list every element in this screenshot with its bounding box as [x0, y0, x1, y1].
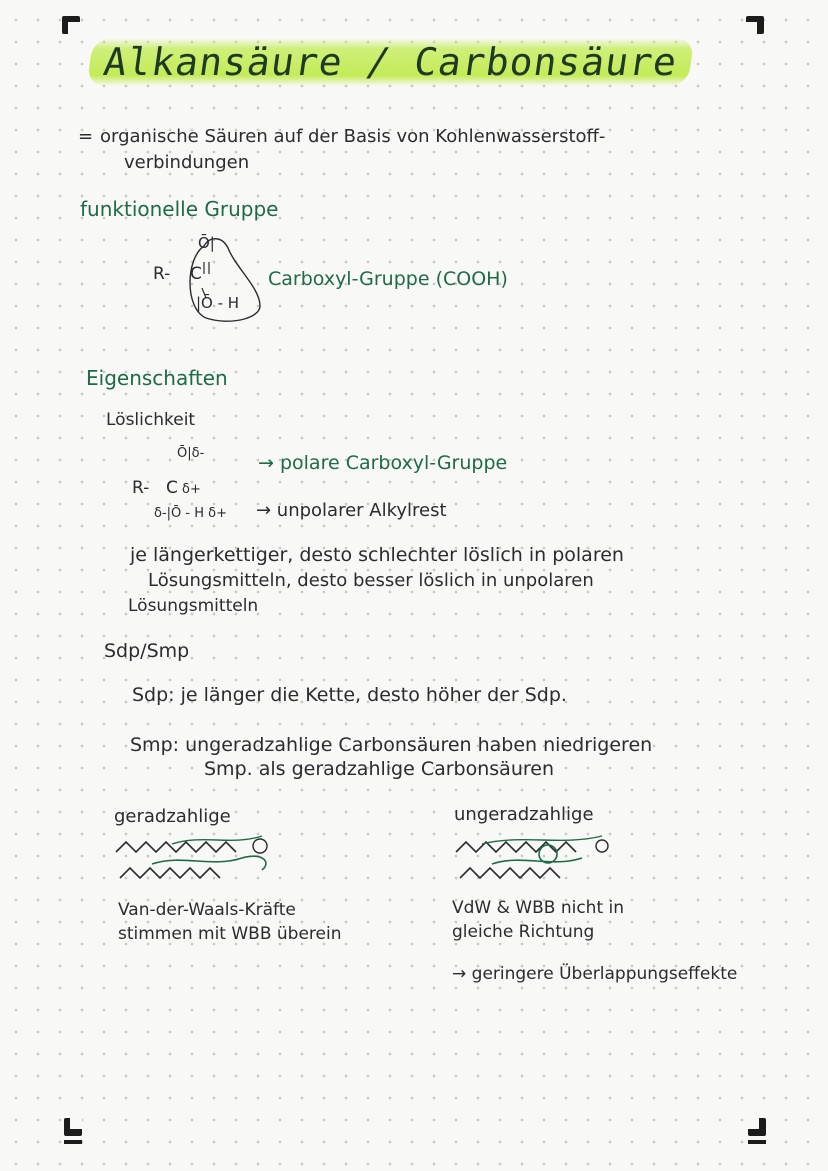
- formula-oxygen-top: Ō|: [198, 234, 215, 252]
- melting-boiling-heading: Sdp/Smp: [104, 640, 190, 662]
- definition-prefix: =: [78, 126, 94, 147]
- solubility-oxygen-top: Ō|δ-: [177, 446, 205, 461]
- odd-chain-sketch-icon: [452, 824, 622, 890]
- solubility-text-line-1: je längerkettiger, desto schlechter löslich in polaren: [130, 544, 624, 566]
- polar-group-note: → polare Carboxyl-Gruppe: [258, 452, 508, 474]
- solubility-carbon: C: [166, 478, 178, 498]
- odd-text-line-1: VdW & WBB nicht in: [452, 898, 625, 918]
- nonpolar-rest-note: → unpolarer Alkylrest: [256, 500, 447, 521]
- odd-heading: ungeradzahlige: [454, 804, 594, 825]
- functional-group-heading: funktionelle Gruppe: [80, 197, 279, 221]
- formula-hydroxyl: |Ō - H: [196, 294, 240, 312]
- melting-point-note-line-1: Smp: ungeradzahlige Carbonsäuren haben niedrigeren: [130, 734, 653, 756]
- formula-r-group: R-: [153, 264, 171, 284]
- odd-text-line-2: gleiche Richtung: [452, 922, 595, 942]
- odd-consequence: → geringere Überlappungseffekte: [452, 964, 738, 984]
- solubility-text-line-3: Lösungsmitteln: [128, 596, 259, 616]
- even-text-line-2: stimmen mit WBB überein: [118, 924, 342, 944]
- corner-tick-bottom-left-icon: [64, 1140, 82, 1144]
- corner-marker-bottom-left-icon: [64, 1118, 82, 1136]
- solubility-r-group: R-: [132, 478, 150, 498]
- even-text-line-1: Van-der-Waals-Kräfte: [118, 900, 296, 920]
- definition-line-1: organische Säuren auf der Basis von Kohlenwasserstoff-: [100, 126, 606, 147]
- page-title: Alkansäure / Carbonsäure: [87, 38, 695, 86]
- even-chain-sketch-icon: [112, 824, 282, 890]
- solubility-hydroxyl: δ-|Ō - H δ+: [154, 506, 227, 521]
- corner-marker-bottom-right-icon: [748, 1118, 766, 1136]
- solubility-heading: Löslichkeit: [106, 410, 196, 430]
- even-heading: geradzahlige: [114, 806, 231, 827]
- solubility-text-line-2: Lösungsmitteln, desto besser löslich in unpolaren: [148, 570, 594, 591]
- boiling-point-note: Sdp: je länger die Kette, desto höher der Sdp.: [132, 684, 567, 706]
- corner-marker-top-left-icon: [62, 16, 80, 34]
- corner-tick-bottom-right-icon: [748, 1140, 766, 1144]
- definition-line-2: verbindungen: [124, 152, 250, 173]
- corner-marker-top-right-icon: [746, 16, 764, 34]
- formula-carbon: C: [190, 264, 202, 284]
- properties-heading: Eigenschaften: [86, 366, 228, 390]
- melting-point-note-line-2: Smp. als geradzahlige Carbonsäuren: [204, 758, 554, 780]
- carboxyl-group-label: Carboxyl-Gruppe (COOH): [268, 268, 508, 290]
- solubility-delta-plus: δ+: [182, 482, 201, 497]
